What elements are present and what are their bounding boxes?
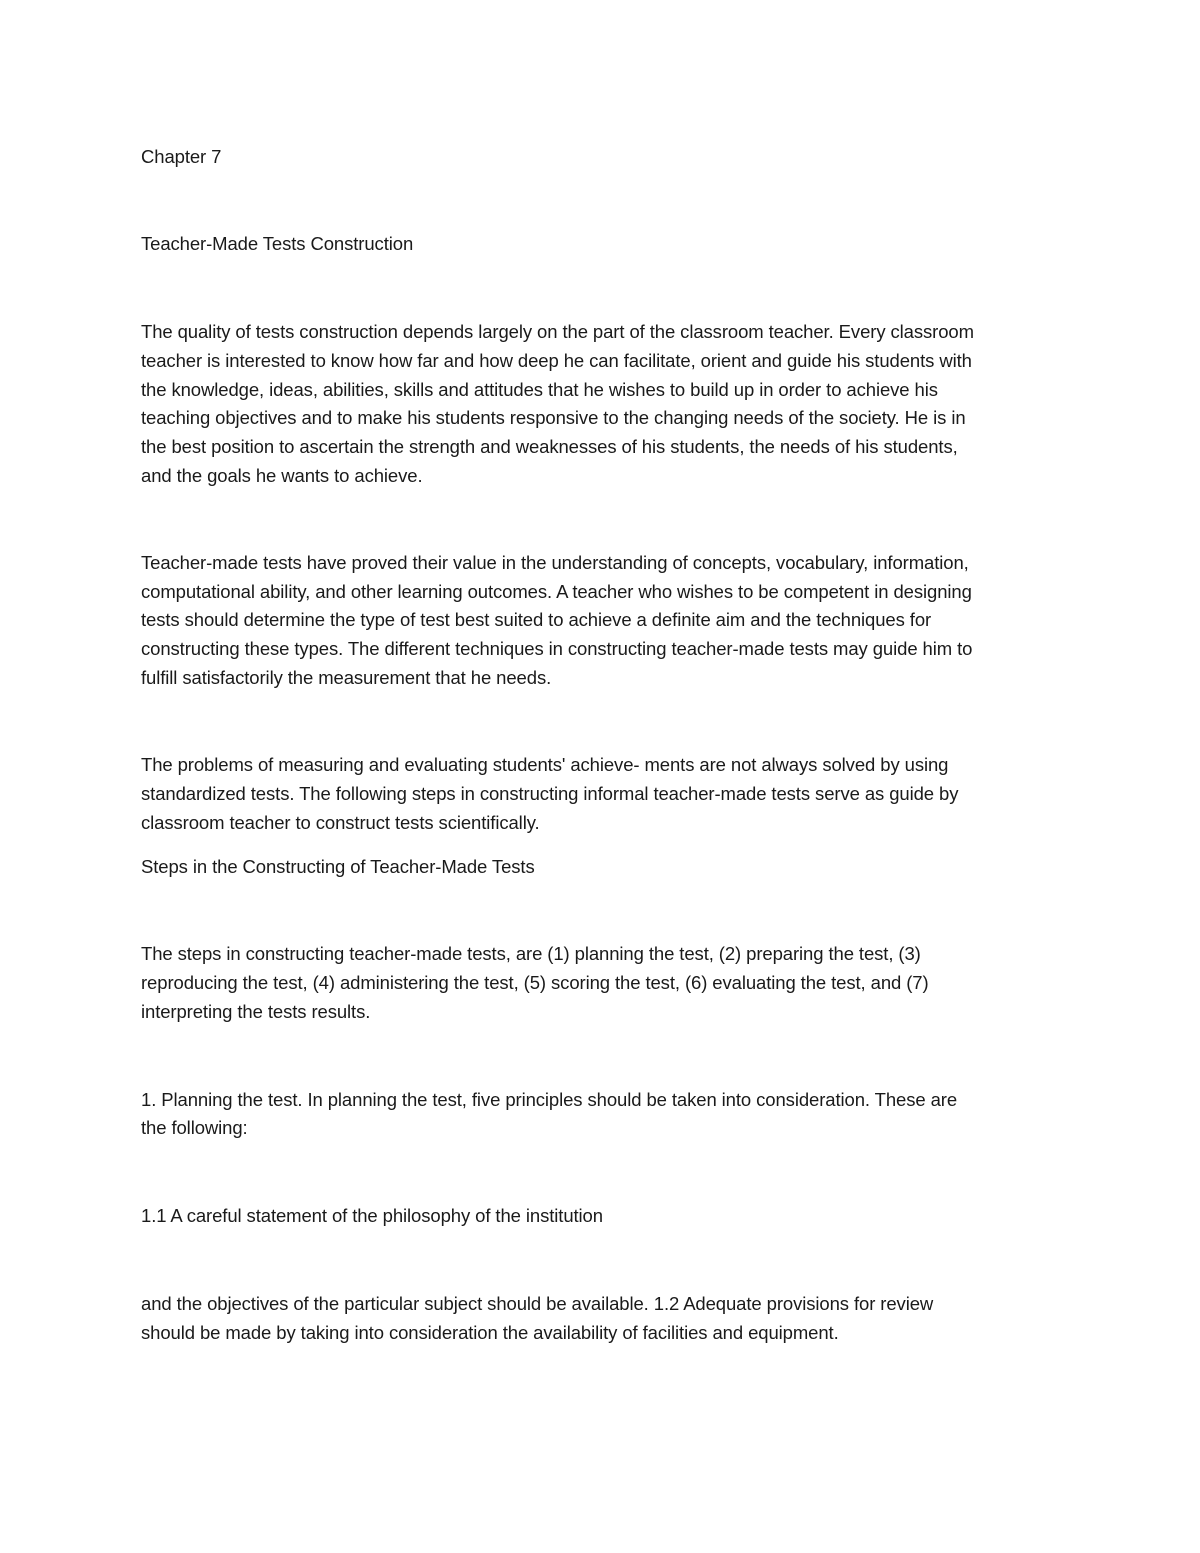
paragraph-line: computational ability, and other learning outcomes. A teacher who wishes to be competent in designing [141, 581, 972, 602]
paragraph-line: fulfill satisfactorily the measurement that he needs. [141, 667, 552, 688]
paragraph-line: Teacher-made tests have proved their value in the understanding of concepts, vocabulary, information, [141, 552, 969, 573]
paragraph-line: standardized tests. The following steps in constructing informal teacher-made tests serve as guide by [141, 783, 959, 804]
paragraph-line: teaching objectives and to make his students responsive to the changing needs of the society. He is in [141, 407, 966, 428]
paragraph-line: tests should determine the type of test best suited to achieve a definite aim and the techniques for [141, 609, 932, 630]
paragraph-line: 1. Planning the test. In planning the test, five principles should be taken into consideration. These are [141, 1089, 958, 1110]
paragraph-line: the best position to ascertain the strength and weaknesses of his students, the needs of his students, [141, 436, 958, 457]
paragraph-line: The steps in constructing teacher-made tests, are (1) planning the test, (2) preparing the test, (3) [141, 943, 921, 964]
paragraph-line: The quality of tests construction depends largely on the part of the classroom teacher. Every classroom [141, 321, 974, 342]
paragraph-line: teacher is interested to know how far and how deep he can facilitate, orient and guide his students with [141, 350, 972, 371]
paragraph-line: should be made by taking into consideration the availability of facilities and equipment. [141, 1322, 839, 1343]
paragraph-line: classroom teacher to construct tests scientifically. [141, 812, 540, 833]
list-item: 1.1 A careful statement of the philosophy of the institution [141, 1205, 603, 1226]
paragraph-line: constructing these types. The different techniques in constructing teacher-made tests may guide him to [141, 638, 973, 659]
paragraph-line: interpreting the tests results. [141, 1001, 371, 1022]
paragraph-line: and the goals he wants to achieve. [141, 465, 423, 486]
paragraph-line: the knowledge, ideas, abilities, skills and attitudes that he wishes to build up in order to achieve his [141, 379, 938, 400]
paragraph-line: reproducing the test, (4) administering the test, (5) scoring the test, (6) evaluating the test, and (7) [141, 972, 929, 993]
paragraph-line: the following: [141, 1117, 248, 1138]
document-title: Teacher-Made Tests Construction [141, 233, 414, 254]
paragraph-line: The problems of measuring and evaluating students' achieve- ments are not always solved by using [141, 754, 949, 775]
chapter-label: Chapter 7 [141, 146, 222, 167]
paragraph-line: and the objectives of the particular subject should be available. 1.2 Adequate provisions for review [141, 1293, 934, 1314]
section-heading: Steps in the Constructing of Teacher-Made Tests [141, 856, 535, 877]
